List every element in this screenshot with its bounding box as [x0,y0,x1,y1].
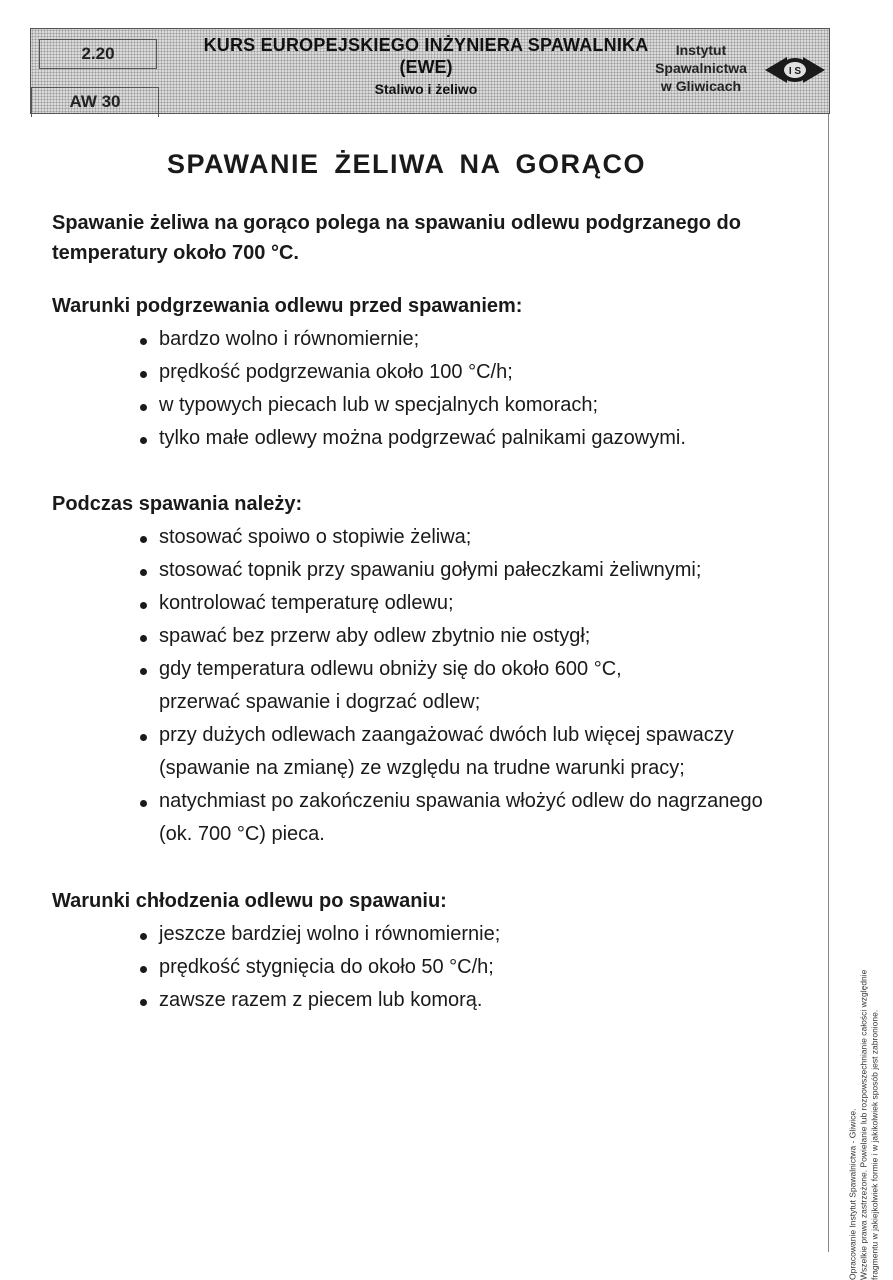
list-item: gdy temperatura odlewu obniży się do około 600 °C, przerwać spawanie i dogrzać odlew; [159,653,659,719]
institute-line-1: Instytut [675,42,727,58]
section-code: 2.20 [39,39,157,69]
list-item: tylko małe odlewy można podgrzewać palnikami gazowymi. [159,422,812,455]
section-during-welding [52,489,812,851]
copyright-line-2: Wszelkie prawa zastrzeżone. Powielanie lub rozpowszechnianie całości względnie [858,969,869,1280]
course-abbrev: (EWE) [399,57,453,77]
list-item: natychmiast po zakończeniu spawania włożyć odlew do nagrzanego (ok. 700 °C) pieca. [159,785,779,851]
section-heading: Warunki chłodzenia odlewu po spawaniu: [52,890,447,912]
bullet-list [52,918,812,1017]
sheet-code: AW 30 [31,87,159,117]
document-header [30,28,830,114]
list-item: w typowych piecach lub w specjalnych komorach; [159,389,812,422]
section-preheating [52,291,812,455]
copyright-line-1: Opracowanie Instytut Spawalnictwa - Gliwice. [847,1108,858,1280]
list-item: stosować topnik przy spawaniu gołymi pałeczkami żeliwnymi; [159,554,812,587]
margin-rule [828,114,829,1252]
list-item: jeszcze bardziej wolno i równomiernie; [159,918,812,951]
list-item: prędkość stygnięcia do około 50 °C/h; [159,951,812,984]
copyright-line-3: fragmentu w jakiejkolwiek formie i w jakikolwiek sposób jest zabronione. [869,1009,880,1280]
list-item: bardzo wolno i równomiernie; [159,323,812,356]
course-title: KURS EUROPEJSKIEGO INŻYNIERA SPAWALNIKA [203,35,649,55]
list-item: prędkość podgrzewania około 100 °C/h; [159,356,812,389]
course-subject: Staliwo i żeliwo [374,81,478,97]
list-item: spawać bez przerw aby odlew zbytnio nie ostygł; [159,620,812,653]
list-item: zawsze razem z piecem lub komorą. [159,984,812,1017]
copyright-notice [848,860,881,1280]
section-cooling [52,886,812,1017]
section-heading: Podczas spawania należy: [52,493,303,515]
list-item: przy dużych odlewach zaangażować dwóch lub więcej spawaczy (spawanie na zmianę) ze względu na trudne warunki pracy; [159,719,779,785]
institute-line-2: Spawalnictwa [655,60,747,76]
course-title-block [191,35,661,97]
bullet-list [52,521,812,851]
page-title: SPAWANIE ŻELIWA NA GORĄCO [166,149,646,179]
bullet-list [52,323,812,455]
list-item: stosować spoiwo o stopiwie żeliwa; [159,521,812,554]
institute-logo-icon [765,53,825,87]
list-item: kontrolować temperaturę odlewu; [159,587,812,620]
institute-name [641,41,761,95]
institute-line-3: w Gliwicach [660,78,742,94]
intro-paragraph: Spawanie żeliwa na gorąco polega na spawaniu odlewu podgrzanego do temperatury około 700 °C. [52,212,741,264]
logo-text: I S [788,66,802,77]
section-heading: Warunki podgrzewania odlewu przed spawaniem: [52,295,523,317]
